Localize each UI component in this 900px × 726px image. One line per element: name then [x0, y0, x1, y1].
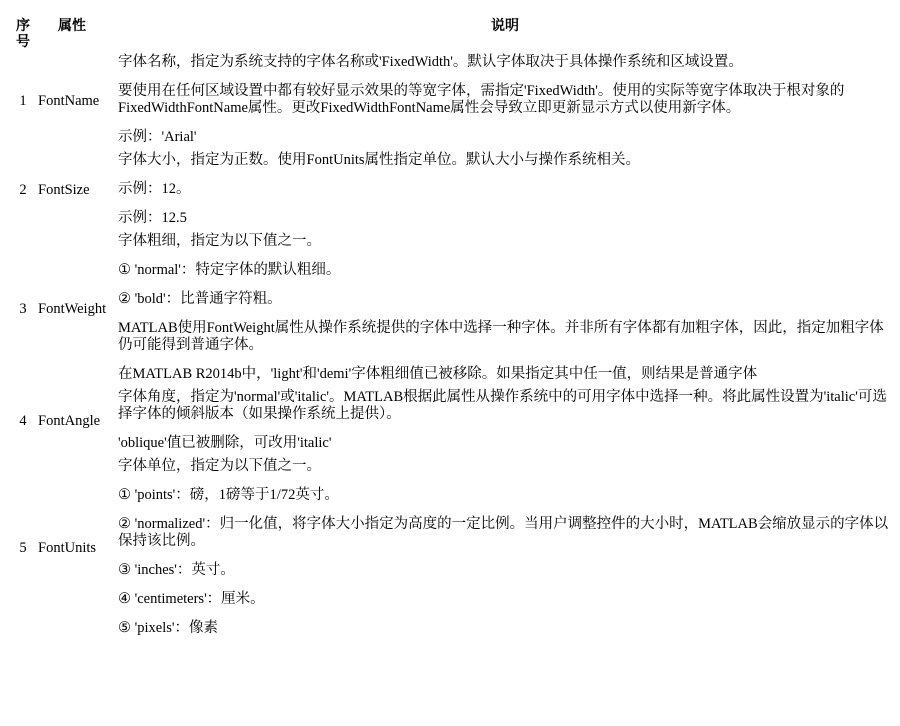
- description-paragraph: 在MATLAB R2014b中，'light'和'demi'字体粗细值已被移除。如果指定其中任一值，则结果是普通字体: [118, 366, 758, 382]
- table-row: [8, 52, 892, 150]
- table-row: [8, 231, 892, 387]
- row-index: 3: [19, 300, 27, 317]
- description-paragraph: 字体单位，指定为以下值之一。: [118, 458, 321, 474]
- header-property: 属性: [58, 18, 86, 34]
- table-row: [8, 456, 892, 641]
- description-paragraph: ③ 'inches'：英寸。: [118, 562, 235, 578]
- description-paragraph: ② 'normalized'：归一化值，将字体大小指定为高度的一定比例。当用户调整控件的大小时，MATLAB会缩放显示的字体以保持该比例。: [118, 516, 889, 549]
- description-paragraph: 要使用在任何区域设置中都有较好显示效果的等宽字体，需指定'FixedWidth'。使用的实际等宽字体取决于根对象的FixedWidthFontName属性。更改FixedWidthFontName属性会导致立即更新显示方式以使用新字体。: [118, 83, 845, 116]
- table-row: [8, 387, 892, 456]
- property-description: [118, 387, 892, 456]
- description-paragraph: 字体粗细，指定为以下值之一。: [118, 233, 321, 249]
- table-row: [8, 150, 892, 231]
- description-paragraph: 字体角度，指定为'normal'或'italic'。MATLAB根据此属性从操作系统中的可用字体中选择一种。将此属性设置为'italic'可选择字体的倾斜版本（如果操作系统上提供）。: [118, 389, 887, 422]
- row-index: 1: [19, 92, 27, 109]
- description-paragraph: ④ 'centimeters'：厘米。: [118, 591, 265, 607]
- table-body: [8, 52, 892, 641]
- description-paragraph: 字体名称，指定为系统支持的字体名称或'FixedWidth'。默认字体取决于具体操作系统和区域设置。: [118, 54, 743, 70]
- property-description: [118, 52, 892, 150]
- property-name: FontName: [38, 92, 100, 109]
- description-paragraph: 'oblique'值已被删除，可改用'italic': [118, 435, 332, 451]
- description-paragraph: 字体大小，指定为正数。使用FontUnits属性指定单位。默认大小与操作系统相关。: [118, 152, 641, 168]
- description-paragraph: ⑤ 'pixels'：像素: [118, 620, 218, 636]
- description-paragraph: ① 'normal'：特定字体的默认粗细。: [118, 262, 341, 278]
- description-paragraph: 示例：12。: [118, 181, 191, 197]
- property-name: FontWeight: [38, 300, 107, 317]
- property-name: FontUnits: [38, 540, 97, 556]
- header-index: 序号: [16, 18, 30, 50]
- description-paragraph: 示例：12.5: [118, 210, 187, 226]
- description-paragraph: ② 'bold'：比普通字符粗。: [118, 291, 282, 307]
- property-table: [8, 14, 892, 641]
- row-index: 4: [19, 413, 27, 429]
- property-description: [118, 150, 892, 231]
- description-paragraph: 示例：'Arial': [118, 129, 197, 145]
- property-description: [118, 231, 892, 387]
- row-index: 5: [19, 540, 27, 556]
- property-name: FontSize: [38, 182, 90, 198]
- header-description: 说明: [491, 18, 519, 34]
- table-header-row: [8, 14, 892, 52]
- description-paragraph: MATLAB使用FontWeight属性从操作系统提供的字体中选择一种字体。并非所有字体都有加粗字体，因此，指定加粗字体仍可能得到普通字体。: [118, 320, 884, 353]
- row-index: 2: [19, 182, 27, 198]
- property-description: [118, 456, 892, 641]
- description-paragraph: ① 'points'：磅，1磅等于1/72英寸。: [118, 487, 339, 503]
- property-name: FontAngle: [38, 413, 101, 429]
